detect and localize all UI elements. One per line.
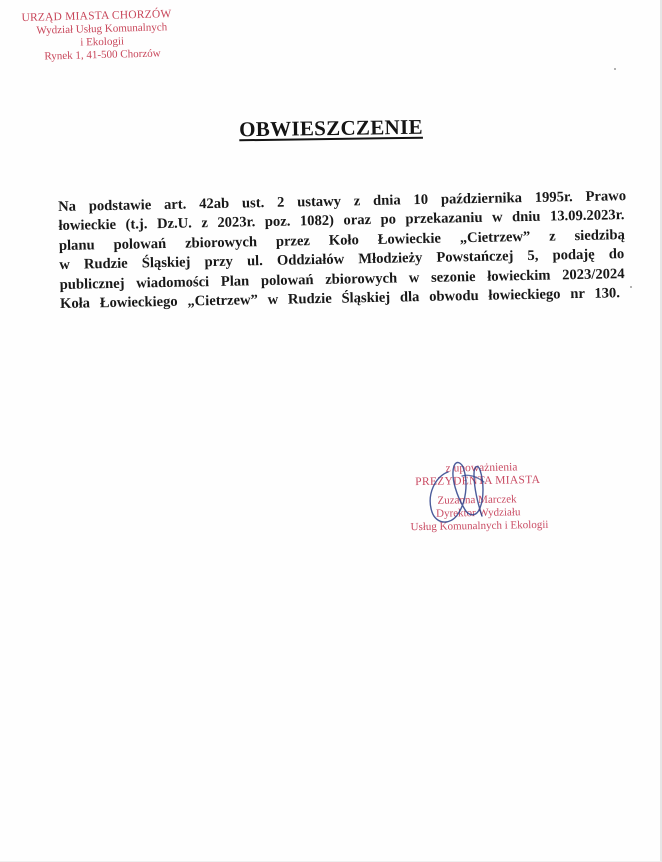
body-line: planu polowań zbiorowych przez Koło Łowieckie „Cietrzew” z siedzibą (58, 226, 625, 254)
office-name: URZĄD MIASTA CHORZÓW (21, 8, 172, 25)
body-line: w Rudzie Śląskiej przy ul. Oddziałów Młodzieży Powstańczej 5, podaję do (59, 246, 625, 274)
body-line: publicznej wiadomości Plan polowań zbiorowych w sezonie łowieckim 2023/2024 (59, 265, 625, 293)
authorization-note: z upoważnienia (445, 461, 518, 475)
body-line: łowieckie (t.j. Dz.U. z 2023r. poz. 1082) oraz po przekazaniu w dniu 13.09.2023r. (58, 207, 625, 235)
department-name: Wydział Usług Komunalnych (36, 21, 168, 37)
signatory-role: Dyrektor Wydziału (435, 506, 521, 520)
scan-speck (614, 68, 616, 70)
signatory-department: Usług Komunalnych i Ekologii (410, 518, 549, 534)
office-header-stamp (21, 8, 182, 64)
announcement-body (58, 187, 628, 314)
document-title: OBWIESZCZENIE (239, 114, 423, 142)
body-line: Na podstawie art. 42ab ust. 2 ustawy z dnia 10 października 1995r. Prawo (58, 188, 627, 215)
body-line: Koła Łowieckiego „Cietrzew” w Rudzie Śląskiej dla obwodu łowieckiego nr 130. (59, 285, 621, 313)
department-name-cont: i Ekologii (80, 35, 125, 49)
handwritten-signature-icon (418, 446, 508, 542)
document-title-wrapper (0, 111, 662, 145)
authorizing-office: PREZYDENTA MIASTA (415, 473, 541, 489)
signatory-name: Zuzanna Marczek (437, 493, 517, 507)
office-address: Rynek 1, 41-500 Chorzów (44, 47, 161, 63)
scan-speck (630, 286, 632, 288)
